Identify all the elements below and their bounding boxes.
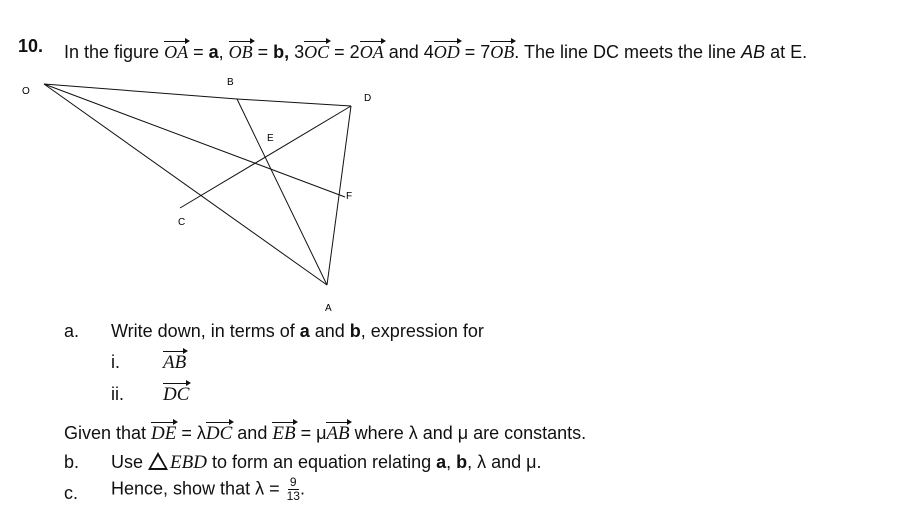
point-label-d: D (364, 93, 372, 104)
part-a-text-2: , expression for (360, 321, 484, 341)
and-text: and (232, 423, 273, 443)
question-number: 10. (18, 36, 44, 56)
part-a-text (111, 321, 484, 342)
equals-text: = (252, 42, 274, 62)
part-c-text-1: Hence, show that λ = (111, 478, 285, 499)
equals-lambda: = λ (176, 423, 206, 443)
and-text: and (309, 321, 350, 341)
point-label-o: O (22, 86, 30, 97)
part-b-text (111, 452, 542, 474)
line-cd (180, 106, 351, 208)
part-c-letter: c. (64, 483, 79, 503)
part-b-text-2: , λ and μ. (467, 452, 542, 472)
equals-two-text: = 2 (329, 42, 360, 62)
vector-ab: AB (326, 423, 350, 444)
vector-a-bold: a (299, 321, 310, 341)
part-b-text-1: to form an equation relating (206, 452, 437, 472)
equals-mu: = μ (295, 423, 327, 443)
part-a-text-1: Write down, in terms of (111, 321, 300, 341)
vector-oc: OC (304, 42, 330, 62)
vector-ob-second: OB (490, 42, 515, 62)
part-a-ii-label: ii. (111, 384, 124, 404)
point-label-f: F (346, 191, 353, 202)
period-text: . (299, 478, 305, 499)
fraction-numerator: 9 (289, 475, 297, 489)
coefficient-three: 3 (289, 42, 305, 62)
line-ba (237, 99, 327, 285)
intro-text: In the figure (64, 42, 165, 62)
point-label-a: A (325, 303, 332, 314)
vector-a-bold: a (208, 42, 219, 62)
vector-dc: DC (205, 423, 233, 444)
part-c-text (111, 476, 305, 503)
equals-seven-text: = 7 (459, 42, 491, 62)
part-a-i-vector (163, 352, 186, 374)
at-e-text: at E. (765, 42, 808, 62)
point-label-e: E (267, 133, 274, 144)
intro-end-text: . The line DC meets the line (514, 42, 742, 62)
part-a-letter: a. (64, 321, 80, 341)
equals-text: = (188, 42, 209, 62)
vector-oa-second: OA (359, 42, 384, 62)
comma-text: , (446, 452, 457, 472)
line-ob (44, 84, 237, 99)
line-oa (44, 84, 327, 285)
fraction-denominator: 13 (286, 489, 300, 503)
part-a-i-label: i. (111, 352, 120, 372)
vector-dc: DC (163, 384, 190, 405)
vector-oa: OA (164, 42, 189, 62)
part-b-letter: b. (64, 452, 80, 472)
triangle-ebd: EBD (170, 452, 207, 473)
vector-b-bold: b (349, 321, 361, 341)
line-of (44, 84, 345, 197)
and-four-text: and 4 (383, 42, 434, 62)
use-text: Use (111, 452, 149, 472)
vector-b-bold: b, (273, 42, 290, 62)
given-text-1: Given that (64, 423, 152, 443)
vector-ob: OB (228, 42, 253, 62)
line-ab-italic: AB (741, 42, 766, 62)
fraction-nine-thirteenths (287, 476, 300, 503)
vector-ab: AB (163, 352, 187, 373)
line-bd (237, 99, 351, 106)
separator-text: , (218, 42, 229, 62)
given-text-2: where λ and μ are constants. (349, 423, 587, 443)
point-label-c: C (178, 217, 186, 228)
point-label-b: B (227, 77, 234, 88)
vector-eb: EB (272, 423, 296, 444)
given-statement (64, 423, 586, 445)
vector-a-bold: a (436, 452, 447, 472)
vector-od: OD (433, 42, 460, 62)
vector-de: DE (151, 423, 177, 444)
triangle-icon (148, 452, 168, 470)
vector-b-bold: b (456, 452, 468, 472)
part-a-ii-vector (163, 384, 189, 406)
